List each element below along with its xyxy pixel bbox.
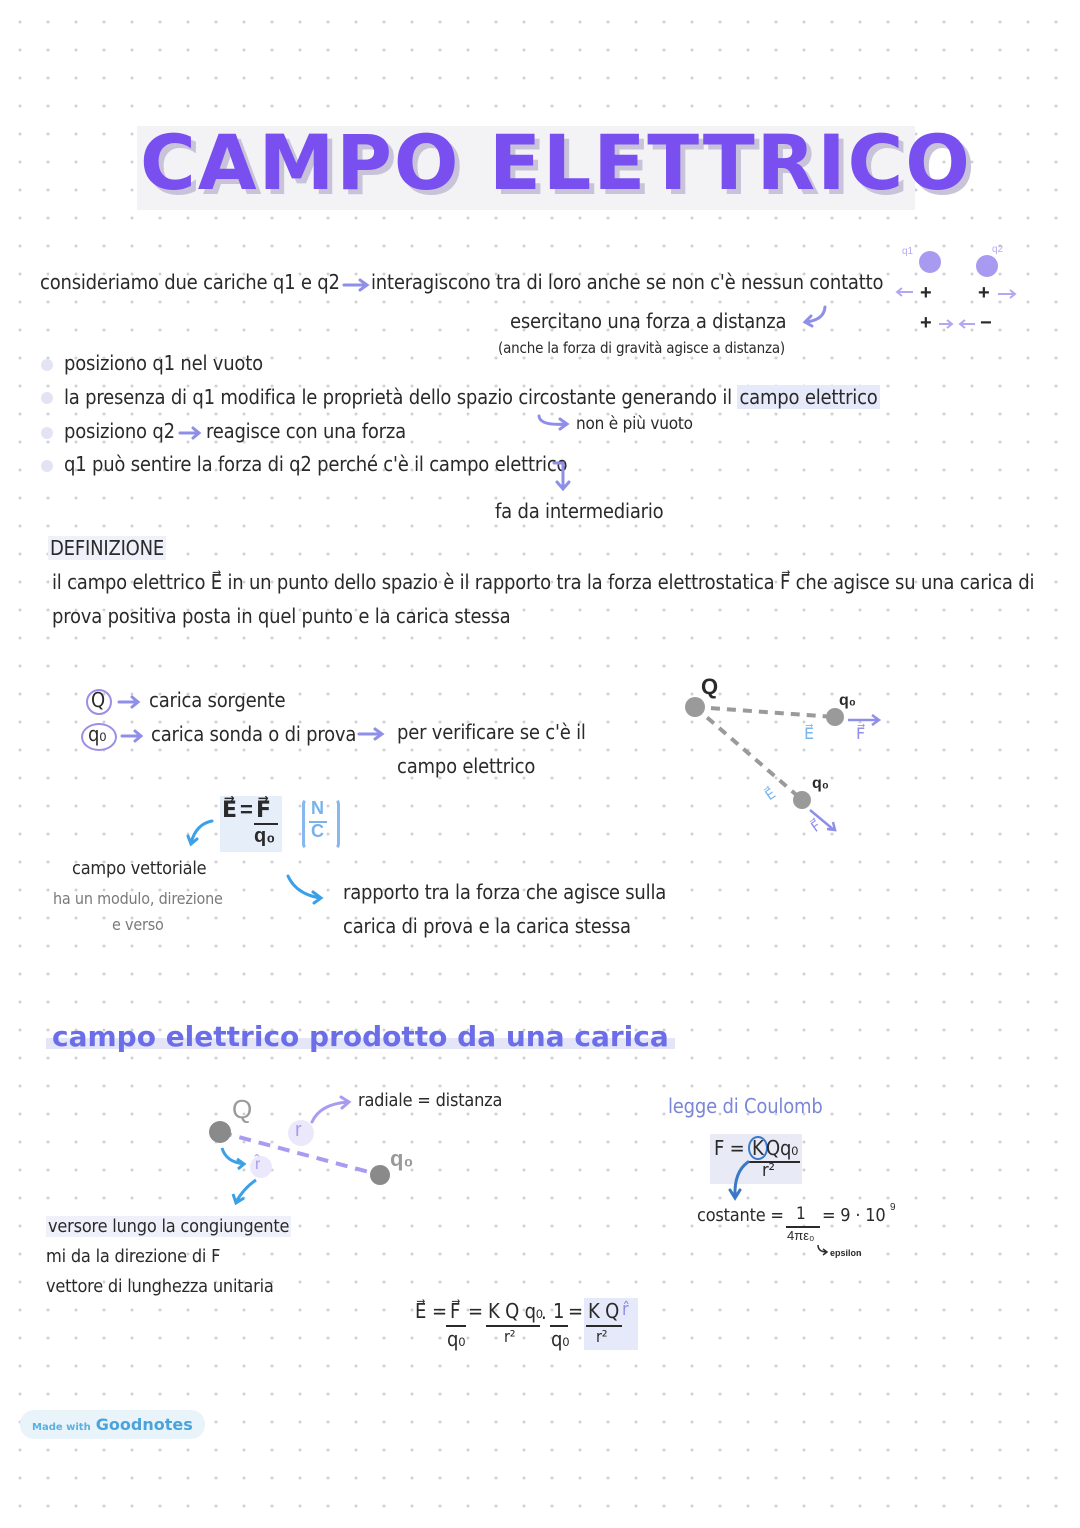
diagram-F-label: F⃗	[807, 817, 824, 835]
bullet-icon	[41, 427, 53, 439]
rhat-badge	[250, 1156, 272, 1178]
logo-made: Made with	[32, 1422, 91, 1433]
versor-line3: vettore di lunghezza unitaria	[46, 1276, 274, 1297]
q0-charge	[826, 708, 844, 726]
curved-arrow-icon	[800, 304, 830, 328]
coulomb-title: legge di Coulomb	[668, 1094, 823, 1118]
intro-gravity: (anche la forza di gravità agisce a distanza)	[498, 339, 785, 357]
final-one: 1	[553, 1299, 565, 1323]
bullet-icon	[41, 359, 53, 371]
final-q0b: q₀	[551, 1327, 570, 1351]
diagram-E-label: E⃗	[804, 726, 815, 743]
Q-charge	[209, 1121, 231, 1143]
ratio-line2: carica di prova e la carica stessa	[343, 914, 631, 938]
final-eq: =	[468, 1299, 483, 1323]
minus-sign: −	[980, 312, 992, 334]
radial-rhat-label: r̂	[255, 1156, 261, 1173]
arrow-left-icon	[895, 287, 915, 297]
bullet-icon	[41, 392, 53, 404]
goodnotes-logo	[20, 1410, 205, 1439]
q2-label: q2	[992, 244, 1004, 255]
dashed-line	[695, 707, 835, 717]
bullet-icon	[41, 460, 53, 472]
coulomb-lhs: F =	[714, 1136, 745, 1160]
not-empty-note: non è più vuoto	[576, 414, 693, 434]
definition-line1: il campo elettrico E⃗ in un punto dello spazio è il rapporto tra la forza elettrostatica F⃗ che agisce su una carica di	[52, 570, 1035, 594]
diagram-q0-label: q₀	[812, 775, 829, 792]
q0-charge	[793, 791, 811, 809]
ratio-line1: rapporto tra la forza che agisce sulla	[343, 880, 667, 904]
unit-num: N	[311, 798, 324, 818]
const-value: = 9 · 10	[822, 1205, 886, 1226]
final-E: E⃗	[415, 1299, 427, 1323]
bullet-text: posiziono q1 nel vuoto	[64, 351, 263, 375]
curved-arrow-icon	[233, 1180, 256, 1203]
formula-E: E⃗	[222, 797, 238, 822]
const-num: 1	[796, 1204, 806, 1224]
highlight-field: campo elettrico	[739, 385, 878, 409]
coulomb-den: r²	[762, 1160, 775, 1181]
purpose-line1: per verificare se c'è il	[397, 720, 586, 744]
arrow-icon	[120, 729, 146, 743]
bullet-text: q1 può sentire la forza di q2 perché c'è il campo elettrico	[64, 452, 568, 476]
diagram-q0-label: q₀	[839, 692, 856, 709]
Q-label: carica sorgente	[149, 688, 286, 712]
formula-eq: =	[240, 797, 253, 822]
coulomb-K: K	[748, 1136, 768, 1160]
arrow-icon	[178, 426, 204, 440]
plus-sign: +	[978, 282, 990, 304]
q1-label: q1	[902, 246, 914, 257]
q0-label: carica sonda o di prova	[151, 722, 357, 746]
coulomb-numer: Qq₀	[766, 1136, 799, 1160]
const-exponent: 9	[890, 1202, 896, 1213]
intro-line: consideriamo due cariche q1 e q2	[40, 270, 340, 294]
radial-r-label: r	[295, 1119, 302, 1141]
final-KQq0: K Q q₀	[488, 1299, 543, 1323]
dashed-line	[695, 707, 800, 798]
section-title: campo elettrico prodotto da una carica	[46, 1020, 675, 1053]
final-rhat: r̂	[622, 1299, 629, 1320]
formula-F: F⃗	[256, 797, 272, 822]
down-arrow-icon	[552, 460, 572, 494]
intro-interact: interagiscono tra di loro anche se non c'è nessun contatto	[371, 270, 884, 294]
final-F: F⃗	[450, 1299, 461, 1323]
curved-arrow-icon	[308, 1096, 356, 1126]
curved-arrow-icon	[186, 818, 216, 848]
versor-line2: mi da la direzione di F	[46, 1246, 221, 1267]
versor-line1: versore lungo la congiungente	[48, 1216, 290, 1237]
formula-den: q₀	[254, 825, 276, 847]
arrow-icon	[117, 695, 143, 709]
page-title: CAMPO ELETTRICO	[140, 118, 972, 207]
radial-q0-label: q₀	[390, 1146, 414, 1171]
purpose-line2: campo elettrico	[397, 754, 536, 778]
intro-force: esercitano una forza a distanza	[510, 309, 787, 333]
vector-field-desc1: ha un modulo, direzione	[53, 889, 223, 908]
plus-sign: +	[920, 282, 932, 304]
arrow-right-icon	[996, 289, 1018, 299]
final-eq: =	[568, 1299, 583, 1323]
final-r2b: r²	[596, 1327, 608, 1346]
const-den: 4πε₀	[787, 1228, 815, 1243]
curved-arrow-icon	[728, 1160, 752, 1202]
const-label: costante =	[697, 1205, 784, 1226]
unit-den: C	[311, 821, 324, 841]
radial-Q-label: Q	[232, 1094, 253, 1124]
plus-sign: +	[920, 312, 932, 334]
definition-line2: prova positiva posta in quel punto e la carica stessa	[52, 604, 511, 628]
diagram-E-label: E⃗	[761, 784, 779, 804]
bullet-text: posiziono q2	[64, 419, 175, 443]
epsilon-note: epsilon	[830, 1248, 862, 1258]
definition-heading: DEFINIZIONE	[50, 536, 165, 560]
final-r2: r²	[504, 1327, 516, 1346]
vector-field-title: campo vettoriale	[72, 858, 207, 879]
bullet-text-main: la presenza di q1 modifica le proprietà dello spazio circostante generando il	[64, 385, 732, 409]
bullet-text	[64, 385, 880, 409]
q1-charge	[919, 251, 941, 273]
attraction-arrows-icon	[937, 319, 977, 329]
final-q0: q₀	[447, 1327, 466, 1351]
versor-arrow-icon	[222, 1148, 244, 1169]
vector-field-desc2: e verso	[112, 915, 164, 934]
final-dot: ·	[541, 1306, 547, 1330]
diagram-Q-label: Q	[701, 674, 719, 699]
q2-charge	[976, 255, 998, 277]
small-arrow-icon	[816, 1244, 830, 1256]
curved-arrow-icon	[286, 874, 326, 904]
react-text: reagisce con una forza	[206, 419, 406, 443]
Q-symbol: Q	[91, 688, 105, 712]
Q-charge	[685, 697, 705, 717]
radial-label: radiale = distanza	[358, 1090, 503, 1111]
q0-symbol: q₀	[88, 722, 107, 746]
final-eq: =	[432, 1299, 447, 1323]
logo-brand: Goodnotes	[95, 1415, 193, 1434]
q0-charge	[370, 1165, 390, 1185]
arrow-icon	[357, 727, 387, 741]
final-KQ: K Q	[588, 1299, 620, 1323]
arrow-icon	[342, 278, 372, 292]
intermediary-note: fa da intermediario	[495, 499, 664, 523]
diagram-F-label: F⃗	[856, 726, 866, 743]
curved-arrow-icon	[536, 414, 572, 430]
